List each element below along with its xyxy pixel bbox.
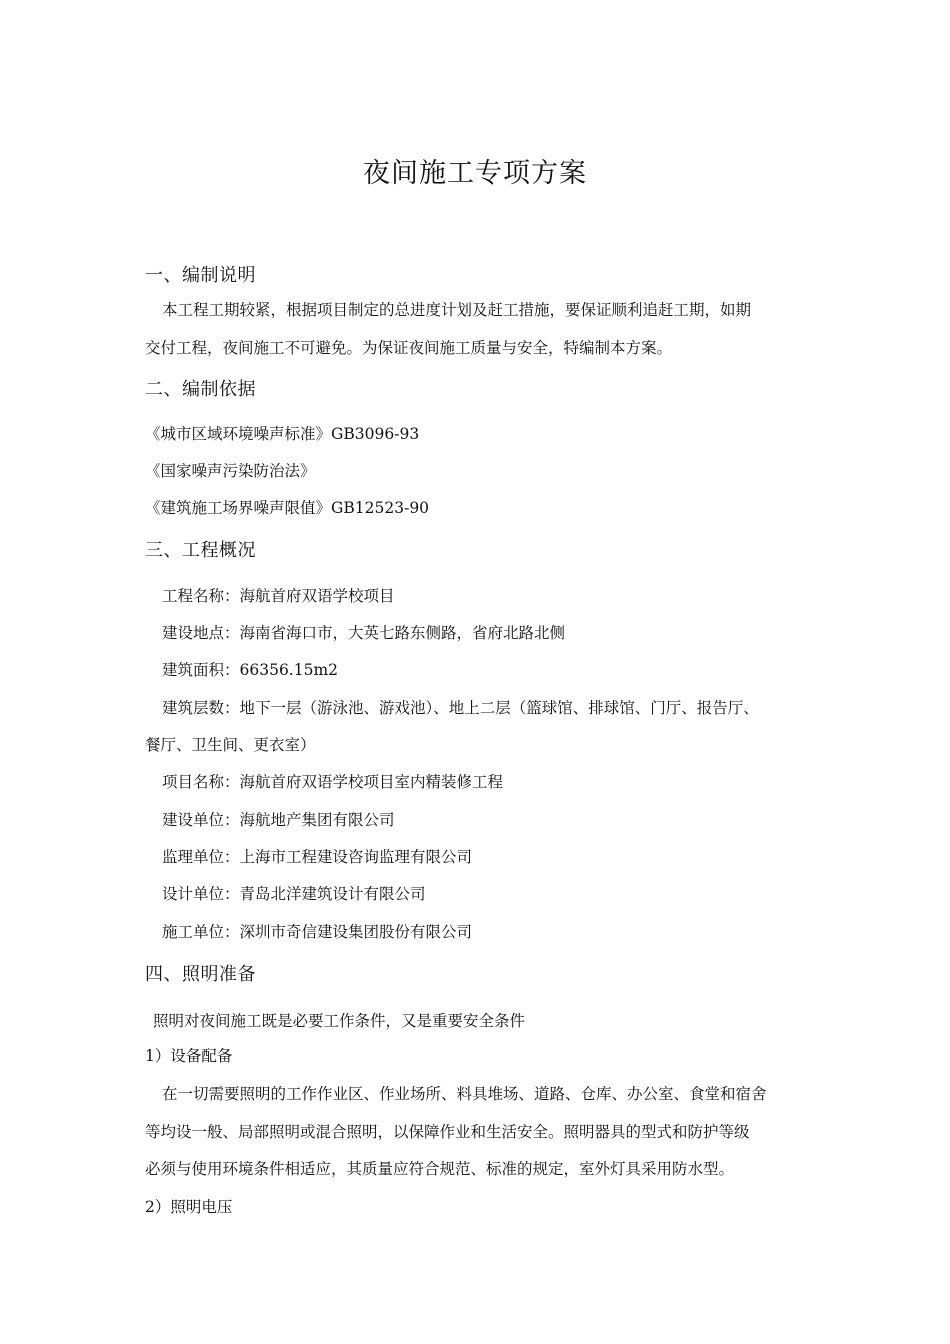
document-title: 夜间施工专项方案	[363, 158, 587, 189]
section-heading-3: 三、工程概况	[145, 540, 256, 561]
project-info-item: 建设地点：海南省海口市，大英七路东侧路，省府北路北侧	[162, 624, 566, 642]
reference-item: 《城市区域环境噪声标准》GB3096-93	[145, 425, 420, 443]
reference-item: 《国家噪声污染防治法》	[145, 462, 316, 480]
project-info-item: 设计单位：青岛北洋建筑设计有限公司	[162, 885, 426, 903]
section-heading-2: 二、编制依据	[145, 379, 256, 400]
section-heading-1: 一、编制说明	[145, 265, 256, 286]
paragraph-line: 必须与使用环境条件相适应，其质量应符合规范、标准的规定，室外灯具采用防水型。	[145, 1160, 735, 1178]
project-info-item: 监理单位：上海市工程建设咨询监理有限公司	[162, 848, 473, 866]
project-info-item: 建筑面积：66356.15m2	[162, 661, 339, 679]
project-info-item: 建设单位：海航地产集团有限公司	[162, 811, 395, 829]
paragraph-line: 照明对夜间施工既是必要工作条件，又是重要安全条件	[153, 1012, 526, 1030]
project-info-item: 项目名称：海航首府双语学校项目室内精装修工程	[162, 773, 504, 791]
section-heading-4: 四、照明准备	[145, 964, 256, 985]
reference-item: 《建筑施工场界噪声限值》GB12523-90	[145, 499, 430, 517]
project-info-item: 餐厅、卫生间、更衣室）	[145, 736, 316, 754]
subheading: 2）照明电压	[145, 1198, 233, 1216]
project-info-item: 工程名称：海航首府双语学校项目	[162, 587, 395, 605]
paragraph-line: 本工程工期较紧，根据项目制定的总进度计划及赶工措施，要保证顺利追赶工期，如期	[162, 301, 752, 319]
project-info-item: 建筑层数：地下一层（游泳池、游戏池）、地上二层（篮球馆、排球馆、门厅、报告厅、	[162, 699, 759, 717]
project-info-item: 施工单位：深圳市奇信建设集团股份有限公司	[162, 923, 473, 941]
paragraph-line: 交付工程，夜间施工不可避免。为保证夜间施工质量与安全，特编制本方案。	[145, 339, 673, 357]
paragraph-line: 等均设一般、局部照明或混合照明，以保障作业和生活安全。照明器具的型式和防护等级	[145, 1123, 750, 1141]
subheading: 1）设备配备	[145, 1047, 233, 1065]
paragraph-line: 在一切需要照明的工作作业区、作业场所、料具堆场、道路、仓库、办公室、食堂和宿舍	[162, 1085, 767, 1103]
